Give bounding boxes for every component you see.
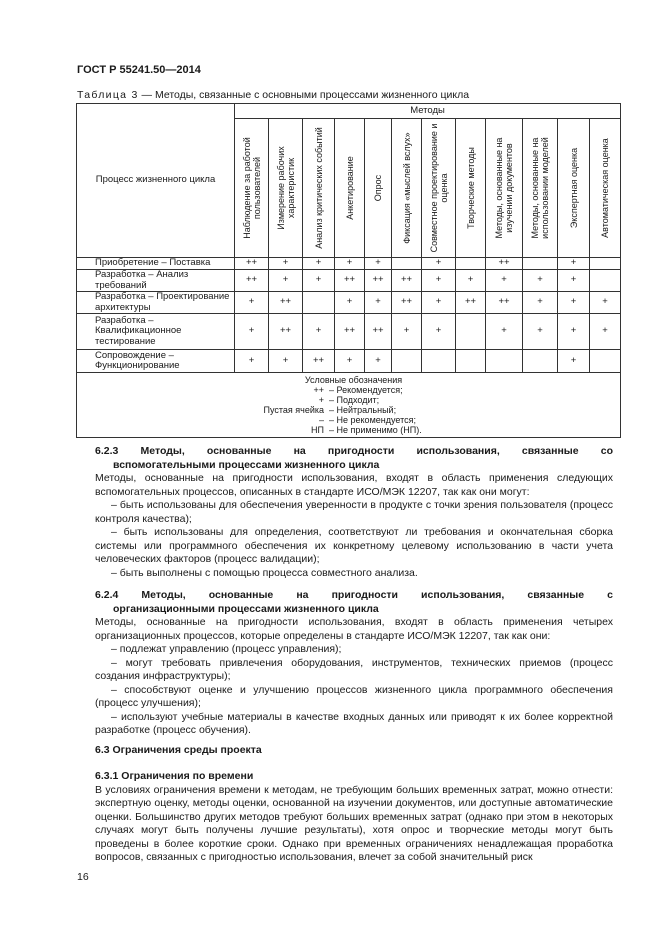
section-6-2-3-item-1: – быть использованы для обеспечения уверенности в продукте с точки зрения пользователя (процесс контроля качества); — [95, 499, 613, 525]
legend-key: НП — [311, 425, 324, 435]
table-cell: ++ — [365, 270, 392, 292]
section-6-2-4-number: 6.2.4 — [95, 589, 119, 601]
table-cell: ++ — [365, 314, 392, 350]
section-6-2-4-item-4: – используют учебные материалы в качестве входных данных или приводят к их более корректной разработке (процесс обучения). — [95, 710, 613, 736]
legend-key: – — [318, 415, 324, 425]
table-cell: + — [335, 258, 365, 270]
method-header-label: Измерение рабочих характеристик — [275, 146, 296, 230]
section-6-2-4-title-line1: Методы, основанные на пригодности использования, связанные с — [141, 589, 613, 601]
section-6-2-4-heading — [95, 589, 613, 603]
table-cell — [392, 350, 422, 373]
table-caption — [77, 89, 469, 101]
legend-title: Условные обозначения — [304, 375, 403, 385]
table-cell — [303, 292, 335, 314]
legend-item — [77, 425, 620, 435]
table-cell: + — [523, 292, 558, 314]
table-cell — [590, 270, 621, 292]
method-header-9 — [486, 119, 523, 258]
table-cell — [590, 350, 621, 373]
table-cell: + — [235, 314, 269, 350]
table-cell: + — [523, 314, 558, 350]
table-cell: ++ — [335, 314, 365, 350]
legend-item — [77, 415, 620, 425]
row-process-label: Разработка – Квалификационное тестирование — [77, 314, 235, 350]
method-header-label: Анкетирование — [344, 156, 355, 220]
section-6-2-3-intro: Методы, основанные на пригодности использования, входят в область применения следующих вспомогательных процессов, описанных в стандарте ИСО/МЭК 12207, так как они могут: — [95, 472, 613, 498]
section-6-2-3-title-line2: вспомогательными процессами жизненного цикла — [113, 458, 380, 471]
method-header-label: Творческие методы — [465, 147, 476, 229]
legend-description: – Нейтральный; — [329, 405, 397, 415]
table-cell: ++ — [235, 258, 269, 270]
table-cell — [456, 258, 486, 270]
method-header-8 — [456, 119, 486, 258]
table-cell: ++ — [456, 292, 486, 314]
section-6-3-1-heading: 6.3.1 Ограничения по времени — [95, 770, 254, 782]
method-header-label: Экспертная оценка — [568, 147, 579, 229]
table-cell: ++ — [269, 314, 303, 350]
table-cell: + — [365, 292, 392, 314]
table-cell: + — [422, 314, 456, 350]
section-6-2-4-item-1: – подлежат управлению (процесс управления); — [111, 643, 342, 655]
table-cell — [523, 258, 558, 270]
method-header-label: Фиксация «мыслей вслух» — [401, 132, 412, 244]
table-cell: + — [456, 270, 486, 292]
legend-key: + — [318, 395, 324, 405]
method-header-11 — [558, 119, 590, 258]
table-cell: ++ — [486, 292, 523, 314]
method-header-label: Автоматическая оценка — [600, 138, 611, 238]
table-row — [77, 292, 621, 314]
section-6-2-4-item-3: – способствуют оценке и улучшению процессов жизненного цикла программного обеспечения (процесс улучшения); — [95, 683, 613, 709]
table-cell: + — [269, 270, 303, 292]
legend-item — [77, 395, 620, 405]
table-cell: ++ — [392, 270, 422, 292]
legend-item — [77, 405, 620, 415]
section-6-2-4-intro: Методы, основанные на пригодности использования, входят в область применения четырех организационных процессов, которые определены в стандарте ИСО/МЭК 12207, так как они: — [95, 616, 613, 642]
section-6-2-3-title-line1: Методы, основанные на пригодности использования, связанные со — [140, 445, 613, 457]
row-process-label: Приобретение – Поставка — [77, 258, 235, 270]
table-cell: ++ — [335, 270, 365, 292]
table-cell — [456, 314, 486, 350]
table-cell: + — [422, 258, 456, 270]
table-cell: + — [303, 314, 335, 350]
table-cell: + — [558, 292, 590, 314]
table-cell — [392, 258, 422, 270]
table-cell — [456, 350, 486, 373]
section-6-3-1-paragraph: В условиях ограничения времени к методам, не требующим больших временных затрат, можно отнести: экспертную оценку, методы оценки, основанной на изучении документов, или доступные автоматические оценки. Большинство других методов требуют больших временных затрат (однако при этом в некоторых случаях могут быть получены лучшие результаты), хотя опрос и творческие методы могут быть проведены в более короткие сроки. Однако при временных ограничениях ненадлежащая проработка вопросов, связанных с пригодностью использования, влечет за собой значительный риск — [95, 783, 613, 863]
section-6-2-4-item-2: – могут требовать привлечения оборудования, инструментов, технических приемов (процесс создания инфраструктуры); — [95, 656, 613, 682]
section-6-2-3-item-3: – быть выполнены с помощью процесса совместного анализа. — [111, 566, 418, 579]
row-process-label: Разработка – Анализ требований — [77, 270, 235, 292]
table-cell: + — [365, 350, 392, 373]
table-cell: + — [486, 314, 523, 350]
table-cell: + — [303, 258, 335, 270]
method-header-10 — [523, 119, 558, 258]
table-cell: + — [558, 350, 590, 373]
method-header-label: Опрос — [373, 174, 383, 202]
legend-description: – Рекомендуется; — [329, 385, 403, 395]
table-cell: + — [269, 258, 303, 270]
table-cell: + — [365, 258, 392, 270]
legend-description: – Подходит; — [329, 395, 380, 405]
method-header-7 — [422, 119, 456, 258]
table-cell: + — [422, 292, 456, 314]
method-header-4 — [335, 119, 365, 258]
section-6-2-4-title-line2: организационными процессами жизненного цикла — [113, 602, 379, 615]
section-6-2-3-heading — [95, 445, 613, 459]
table-cell — [523, 350, 558, 373]
section-6-2-4 — [95, 589, 613, 738]
table-cell: + — [523, 270, 558, 292]
table-cell — [422, 350, 456, 373]
table-cell: + — [235, 292, 269, 314]
legend-key: ++ — [313, 385, 324, 395]
method-header-label: Методы, основанные на изучении документов — [494, 137, 514, 239]
table-row — [77, 258, 621, 270]
section-6-3-heading: 6.3 Ограничения среды проекта — [95, 744, 262, 756]
table-row — [77, 270, 621, 292]
table-cell: + — [235, 350, 269, 373]
legend-item — [77, 385, 620, 395]
section-6-2-3 — [95, 445, 613, 580]
method-header-3 — [303, 119, 335, 258]
method-header-2 — [269, 119, 303, 258]
table-caption-text: — Методы, связанные с основными процессами жизненного цикла — [138, 89, 470, 101]
methods-column-header: Методы — [235, 104, 621, 119]
table-cell: + — [335, 350, 365, 373]
table-cell: ++ — [269, 292, 303, 314]
page-number: 16 — [77, 871, 89, 883]
method-header-label: Наблюдение за работой пользователей — [241, 137, 262, 239]
method-header-label: Совместное проектирование и оценка — [428, 123, 449, 253]
table-cell: ++ — [486, 258, 523, 270]
legend-key: Пустая ячейка — [263, 405, 324, 415]
method-header-label: Анализ критических событий — [313, 127, 324, 249]
document-header: ГОСТ Р 55241.50—2014 — [77, 64, 201, 76]
method-header-5 — [365, 119, 392, 258]
table-cell — [486, 350, 523, 373]
table-cell: + — [558, 258, 590, 270]
table-cell: ++ — [235, 270, 269, 292]
table-cell: + — [558, 270, 590, 292]
row-process-label: Разработка – Проектирование архитектуры — [77, 292, 235, 314]
table-cell: + — [590, 314, 621, 350]
table-cell: ++ — [303, 350, 335, 373]
table-cell: + — [392, 314, 422, 350]
table-row — [77, 314, 621, 350]
section-6-3 — [95, 744, 613, 758]
table-cell: + — [335, 292, 365, 314]
process-column-header: Процесс жизненного цикла — [77, 104, 235, 258]
table-cell: ++ — [392, 292, 422, 314]
section-6-2-3-item-2: – быть использованы для определения, соответствуют ли требования и окончательная сборка системы или программного обеспечения их конкретному целевому использованию в части учета человеческих факторов (процесс валидации); — [95, 526, 613, 565]
method-header-12 — [590, 119, 621, 258]
table-cell — [590, 258, 621, 270]
legend-description: – Не применимо (НП). — [329, 425, 422, 435]
legend-description: – Не рекомендуется; — [329, 415, 416, 425]
table-legend — [77, 373, 621, 438]
method-header-1 — [235, 119, 269, 258]
table-cell: + — [590, 292, 621, 314]
table-caption-prefix: Таблица 3 — [77, 89, 139, 101]
table-cell: + — [486, 270, 523, 292]
table-row — [77, 350, 621, 373]
methods-table — [76, 103, 621, 438]
section-6-3-1 — [95, 770, 613, 865]
section-6-2-3-number: 6.2.3 — [95, 445, 119, 457]
table-cell: + — [422, 270, 456, 292]
row-process-label: Сопровождение – Функционирование — [77, 350, 235, 373]
table-cell: + — [269, 350, 303, 373]
method-header-6 — [392, 119, 422, 258]
table-cell: + — [303, 270, 335, 292]
table-cell: + — [558, 314, 590, 350]
method-header-label: Методы, основанные на использовании моделей — [530, 137, 550, 239]
